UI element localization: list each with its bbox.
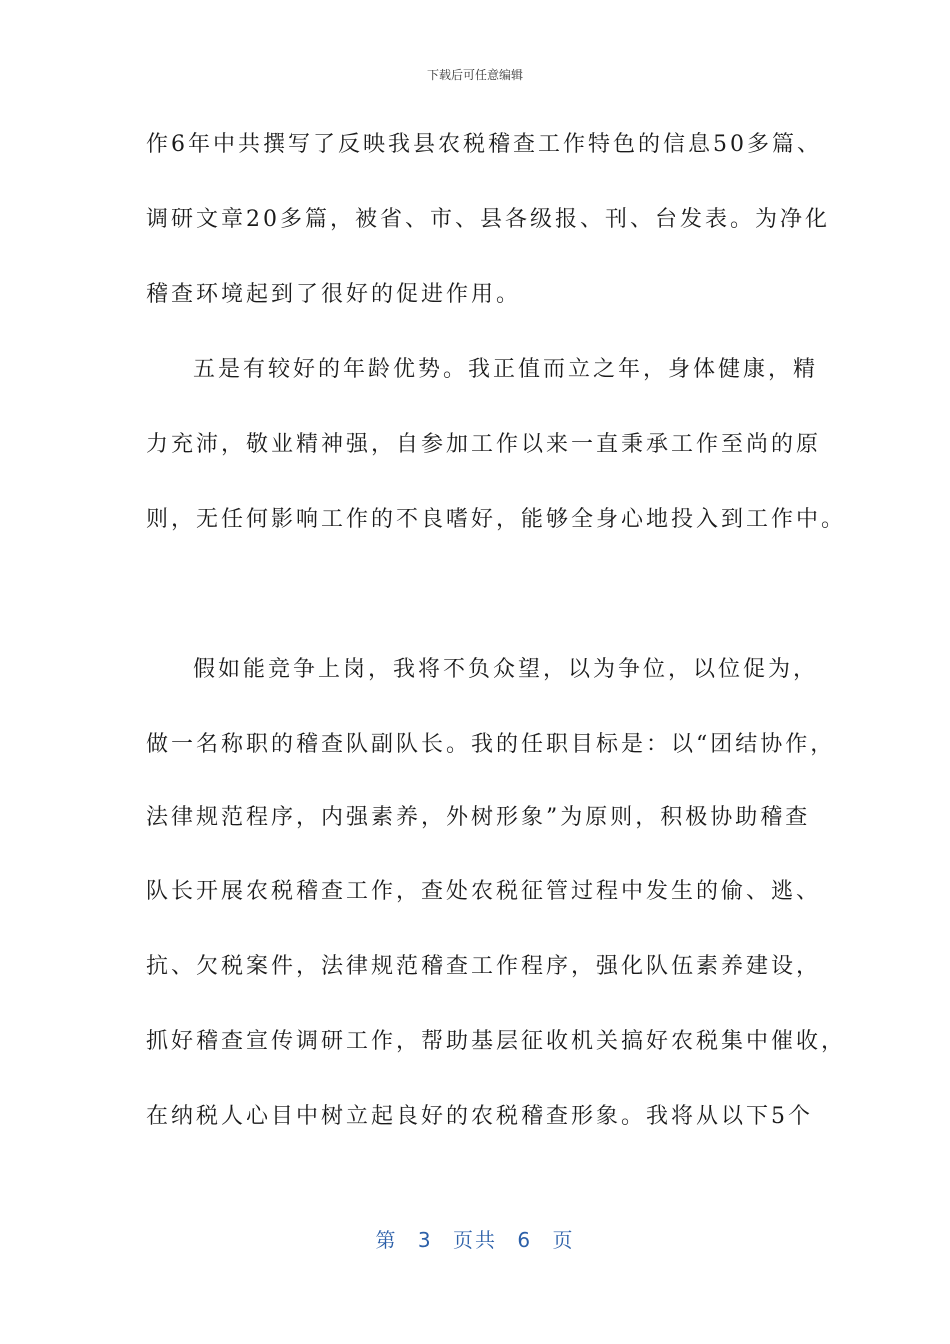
text-line-3: 稽查环境起到了很好的促进作用。 [146,282,522,307]
footer-middle: 页共 [453,1228,497,1252]
text-line-9: 法律规范程序，内强素养，外树形象”为原则，积极协助稽查 [146,805,811,830]
text-line-2: 调研文章20多篇，被省、市、县各级报、刊、台发表。为净化 [146,207,830,232]
footer-prefix: 第 [375,1228,398,1252]
text-line-13: 在纳税人心目中树立起良好的农税稽查形象。我将从以下5个 [146,1104,813,1129]
text-line-4: 五是有较好的年龄优势。我正值而立之年，身体健康，精 [193,357,819,382]
page-header: 下载后可任意编辑 [426,68,523,82]
text-line-6: 则，无任何影响工作的不良嗜好，能够全身心地投入到工作中。 [146,507,847,532]
page-footer [0,1224,950,1253]
text-line-1: 作6年中共撰写了反映我县农税稽查工作特色的信息50多篇、 [146,132,822,157]
footer-total-pages: 6 [517,1228,533,1252]
text-line-11: 抗、欠税案件，法律规范稽查工作程序，强化队伍素养建设， [146,954,822,979]
text-line-8: 做一名称职的稽查队副队长。我的任职目标是：以“团结协作， [146,732,836,757]
text-line-5: 力充沛，敬业精神强，自参加工作以来一直秉承工作至尚的原 [146,432,822,457]
text-line-10: 队长开展农税稽查工作，查处农税征管过程中发生的偷、逃、 [146,879,822,904]
text-line-7: 假如能竞争上岗，我将不负众望，以为争位，以位促为， [193,657,819,682]
footer-current-page: 3 [417,1228,433,1252]
text-line-12: 抓好稽查宣传调研工作，帮助基层征收机关搞好农税集中催收， [146,1029,847,1054]
footer-suffix: 页 [552,1228,575,1252]
